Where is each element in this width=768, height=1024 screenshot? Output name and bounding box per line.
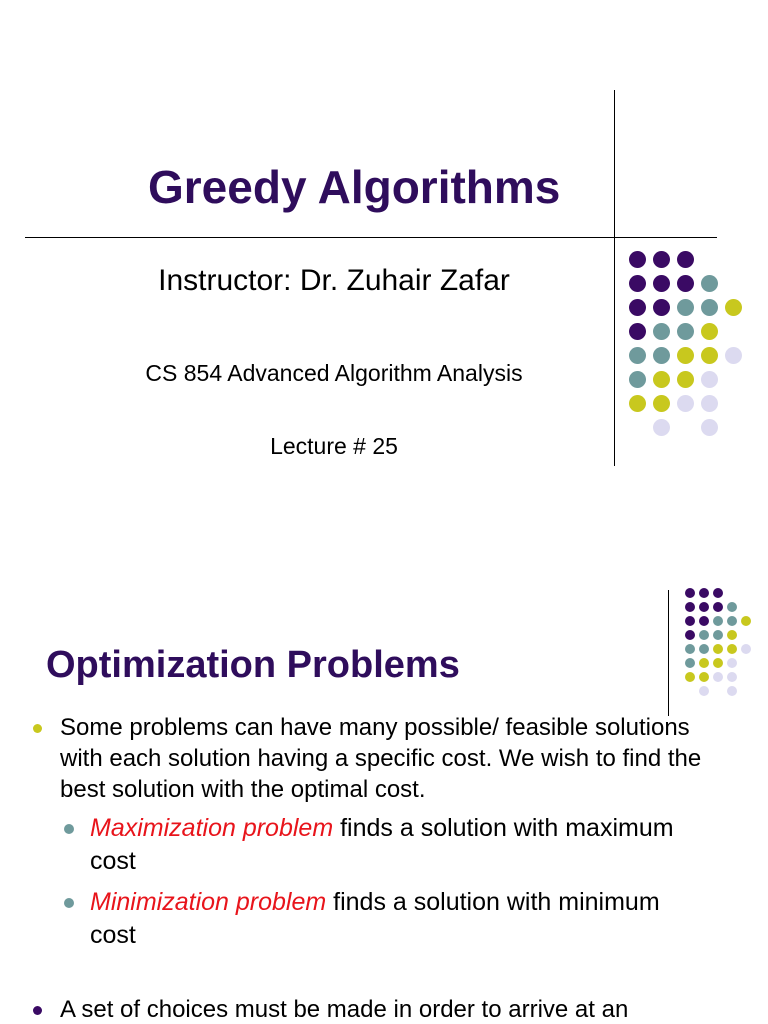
decorative-dot [701,275,718,292]
bullet-dot-icon [33,724,42,733]
decorative-dot [629,395,646,412]
bullet-text: finds a solution with maximum cost [90,814,674,875]
decorative-dot [701,419,718,436]
decorative-dot [701,347,718,364]
lecture-line: Lecture # 25 [270,433,398,459]
decorative-dot [653,347,670,364]
decorative-dot [685,658,695,668]
decorative-dot [725,299,742,316]
decorative-dot [727,644,737,654]
decorative-dot [727,630,737,640]
decorative-dot [699,658,709,668]
decorative-dot [725,347,742,364]
decorative-dot [727,686,737,696]
decorative-dot [685,644,695,654]
decorative-dot [699,588,709,598]
bullet-item [60,712,710,805]
decorative-dot [677,275,694,292]
term-highlight: Maximization problem [90,814,334,842]
decorative-dot [629,251,646,268]
decorative-dot [741,644,751,654]
decorative-dot [629,323,646,340]
content-slide [0,560,768,1024]
vertical-rule [668,590,669,716]
decorative-dot [741,616,751,626]
term-highlight: Minimization problem [90,888,327,916]
decorative-dot [699,672,709,682]
decorative-dot [699,644,709,654]
bullet-dot-icon [33,1006,42,1015]
slide-title: Optimization Problems [46,644,460,686]
decorative-dot [727,672,737,682]
decorative-dot [727,658,737,668]
decorative-dot [653,299,670,316]
course-line: CS 854 Advanced Algorithm Analysis [145,360,523,386]
decorative-dot [713,616,723,626]
decorative-dot [653,323,670,340]
decorative-dot [685,588,695,598]
decorative-dot [653,251,670,268]
decorative-dot [701,395,718,412]
bullet-text: A set of choices must be made in order to arrive at an [60,996,629,1023]
decorative-dot [713,672,723,682]
bullet-dot-icon [64,898,74,908]
decorative-dot [699,616,709,626]
decorative-dot [713,644,723,654]
instructor-line: Instructor: Dr. Zuhair Zafar [158,264,510,297]
decorative-dot [699,630,709,640]
decorative-dot [677,251,694,268]
decorative-dot [653,275,670,292]
decorative-dot [713,588,723,598]
sub-bullet-item [90,886,690,952]
decorative-dot [727,602,737,612]
decorative-dot [653,419,670,436]
bullet-dot-icon [64,824,74,834]
decorative-dot [629,299,646,316]
bullet-text: Some problems can have many possible/ feasible solutions with each solution having a specific cost. We wish to find the best solution with the optimal cost. [60,714,702,803]
decorative-dot [701,323,718,340]
sub-bullet-item [90,812,690,878]
decorative-dot [685,616,695,626]
decorative-dot [653,371,670,388]
slide-title: Greedy Algorithms [148,161,561,213]
decorative-dot [685,630,695,640]
decorative-dot [629,275,646,292]
decorative-dot [629,371,646,388]
horizontal-rule [25,237,717,238]
decorative-dot [685,602,695,612]
decorative-dot [701,371,718,388]
decorative-dot [685,672,695,682]
decorative-dot [677,395,694,412]
decorative-dot [677,323,694,340]
decorative-dot [727,616,737,626]
decorative-dot [677,347,694,364]
decorative-dot [629,347,646,364]
decorative-dot [713,602,723,612]
decorative-dot [653,395,670,412]
bullet-text: finds a solution with minimum cost [90,888,660,949]
decorative-dot [701,299,718,316]
decorative-dot [713,658,723,668]
decorative-dot [699,686,709,696]
decorative-dot [713,630,723,640]
bullet-item [60,994,710,1024]
decorative-dot [677,371,694,388]
decorative-dot [677,299,694,316]
decorative-dot [699,602,709,612]
